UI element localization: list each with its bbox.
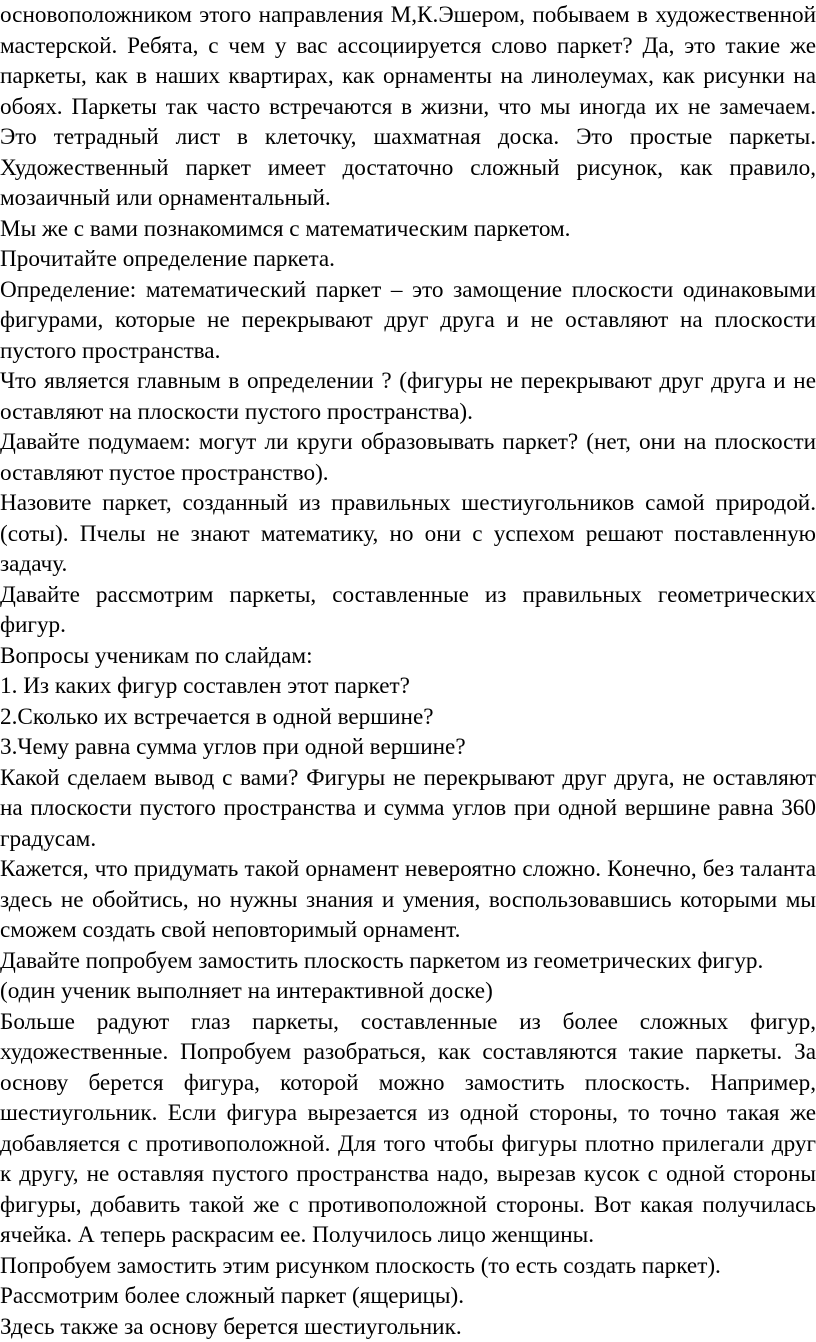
- paragraph-talent: Кажется, что придумать такой орнамент невероятно сложно. Конечно, без таланта здесь не обойтись, но нужны знания и умения, воспользовавшись которыми мы сможем создать свой неповторимый орнамент.: [0, 854, 816, 946]
- paragraph-conclusion: Какой сделаем вывод с вами? Фигуры не перекрывают друг друга, не оставляют на плоскости пустого пространства и сумма углов при одной вершине равна 360 градусам.: [0, 763, 816, 855]
- paragraph-circles: Давайте подумаем: могут ли круги образовывать паркет? (нет, они на плоскости оставляют пустое пространство).: [0, 427, 816, 488]
- question-3: 3.Чему равна сумма углов при одной вершине?: [0, 732, 816, 763]
- paragraph-read-definition: Прочитайте определение паркета.: [0, 244, 816, 275]
- paragraph-main-question: Что является главным в определении ? (фигуры не перекрывают друг друга и не оставляют на плоскости пустого пространства).: [0, 366, 816, 427]
- paragraph-try-tiling: Давайте попробуем замостить плоскость паркетом из геометрических фигур.: [0, 946, 816, 977]
- paragraph-intro: основоположником этого направления М,К.Эшером, побываем в художественной мастерской. Ребята, с чем у вас ассоциируется слово паркет? Да, это такие же паркеты, как в наших квартирах, как орнаменты на линолеумах, как рисунки на обоях. Паркеты так часто встречаются в жизни, что мы иногда их не замечаем. Это тетрадный лист в клеточку, шахматная доска. Это простые паркеты. Художественный паркет имеет достаточно сложный рисунок, как правило, мозаичный или орнаментальный.: [0, 0, 816, 214]
- paragraph-tile-plane: Попробуем замостить этим рисунком плоскость (то есть создать паркет).: [0, 1251, 816, 1282]
- paragraph-artistic-parquets: Больше радуют глаз паркеты, составленные из более сложных фигур, художественные. Попробуем разобраться, как составляются такие паркеты. За основу берется фигура, которой можно замостить плоскость. Например, шестиугольник. Если фигура вырезается из одной стороны, то точно такая же добавляется с противоположной. Для того чтобы фигуры плотно прилегали друг к другу, не оставляя пустого пространства надо, вырезав кусок с одной стороны фигуры, добавить такой же с противоположной стороны. Вот какая получилась ячейка. А теперь раскрасим ее. Получилось лицо женщины.: [0, 1007, 816, 1251]
- paragraph-honeycomb: Назовите паркет, созданный из правильных шестиугольников самой природой. (соты). Пчелы не знают математику, но они с успехом решают поставленную задачу.: [0, 488, 816, 580]
- paragraph-hexagon-basis: Здесь также за основу берется шестиугольник.: [0, 1312, 816, 1342]
- paragraph-math-parquet: Мы же с вами познакомимся с математическим паркетом.: [0, 214, 816, 245]
- paragraph-lizards: Рассмотрим более сложный паркет (ящерицы).: [0, 1281, 816, 1312]
- paragraph-definition: Определение: математический паркет – это замощение плоскости одинаковыми фигурами, которые не перекрывают друг друга и не оставляют на плоскости пустого пространства.: [0, 275, 816, 367]
- paragraph-interactive-board: (один ученик выполняет на интерактивной доске): [0, 976, 816, 1007]
- paragraph-regular-figures: Давайте рассмотрим паркеты, составленные из правильных геометрических фигур.: [0, 580, 816, 641]
- paragraph-slide-questions: Вопросы ученикам по слайдам:: [0, 641, 816, 672]
- question-1: 1. Из каких фигур составлен этот паркет?: [0, 671, 816, 702]
- question-2: 2.Сколько их встречается в одной вершине?: [0, 702, 816, 733]
